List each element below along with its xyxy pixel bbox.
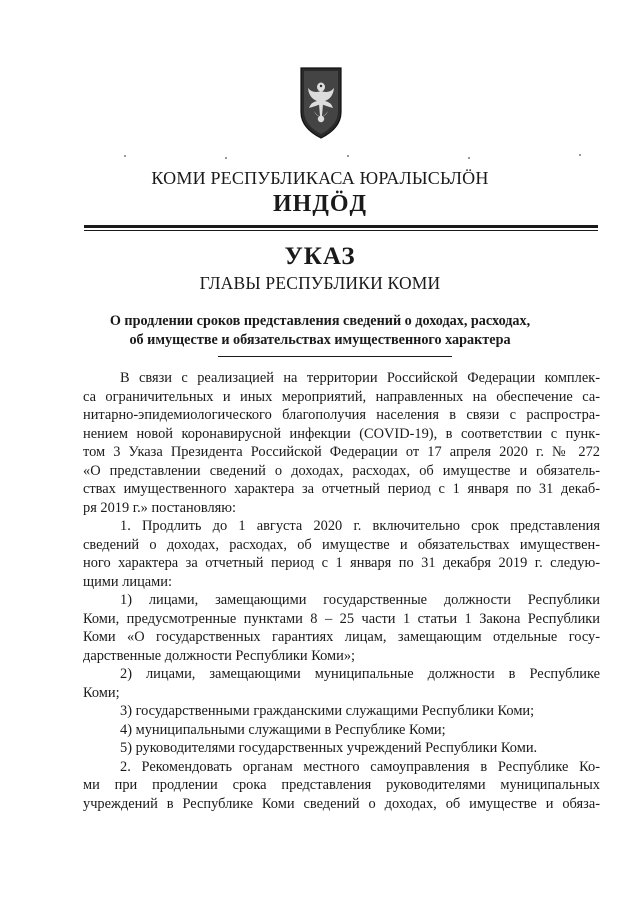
document-subtitle: ГЛАВЫ РЕСПУБЛИКИ КОМИ	[199, 273, 441, 293]
document-title: УКАЗ	[284, 243, 356, 270]
body-line: 2) лицами, замещающими муниципальные должности в Республике	[120, 666, 600, 682]
body-line: 5) руководителями государственных учреждений Республики Коми.	[120, 740, 538, 756]
body-line: сведений о доходах, расходах, об имуществе и обязательствах имуществен-	[83, 536, 600, 553]
coat-of-arms-emblem	[299, 66, 343, 140]
body-line: Коми;	[83, 684, 120, 701]
decree-heading-line: об имуществе и обязательствах имущественного характера	[129, 332, 511, 348]
decree-heading-line: О продлении сроков представления сведений о доходах, расходах,	[109, 313, 531, 329]
decree-heading	[0, 312, 640, 350]
scan-dot	[124, 155, 126, 157]
body-line: щими лицами:	[83, 573, 172, 590]
body-line: ного характера за отчетный период с 1 января по 31 декабря 2019 г. следую-	[83, 555, 600, 571]
body-line: Коми «О государственных гарантиях лицам, замещающим отдельные госу-	[83, 629, 600, 645]
body-line: са ограничительных и иных мероприятий, направленных на обеспечение са-	[83, 388, 600, 405]
body-line: дарственные должности Республики Коми»;	[83, 647, 356, 664]
republic-name-komi: КОМИ РЕСПУБЛИКАСА ЮРАЛЫСЬЛӦН	[151, 168, 489, 188]
document-body	[83, 369, 600, 813]
body-line: ря 2019 г.» постановляю:	[83, 499, 237, 516]
body-line: нением новой коронавирусной инфекции (COVID-19), в соответствии с пунк-	[83, 425, 600, 442]
body-line: «О представлении сведений о доходах, расходах, об имуществе и обязатель-	[83, 462, 600, 479]
scan-dot	[225, 157, 227, 159]
decree-word-komi: ИНДӦД	[272, 191, 368, 217]
body-line: 1) лицами, замещающими государственные должности Республики	[120, 592, 600, 608]
scan-dot	[347, 155, 349, 157]
body-line: нитарно-эпидемиологического благополучия населения в связи с распростра-	[83, 407, 600, 423]
body-line: том 3 Указа Президента Российской Федерации от 17 апреля 2020 г. № 272	[83, 444, 600, 460]
scan-dot	[579, 154, 581, 156]
body-line: В связи с реализацией на территории Российской Федерации комплек-	[120, 370, 600, 386]
body-line: ми при продлении срока представления руководителями муниципальных	[83, 777, 600, 793]
body-line: Коми, предусмотренные пунктами 8 – 25 части 1 статьи 1 Закона Республики	[83, 610, 600, 627]
body-line: 1. Продлить до 1 августа 2020 г. включительно срок представления	[120, 518, 600, 534]
scan-dot	[468, 157, 470, 159]
body-line: 2. Рекомендовать органам местного самоуправления в Республике Ко-	[120, 758, 600, 775]
header-rule-thick	[84, 225, 598, 228]
body-line: 4) муниципальными служащими в Республике Коми;	[120, 721, 446, 738]
body-line: ствах имущественного характера за отчетный период с 1 января по 31 декаб-	[83, 481, 600, 497]
body-line: учреждений в Республике Коми сведений о доходах, об имуществе и обяза-	[83, 795, 600, 812]
header-rule-thin	[84, 230, 598, 231]
heading-underline	[218, 356, 452, 357]
body-line: 3) государственными гражданскими служащими Республики Коми;	[120, 703, 535, 719]
